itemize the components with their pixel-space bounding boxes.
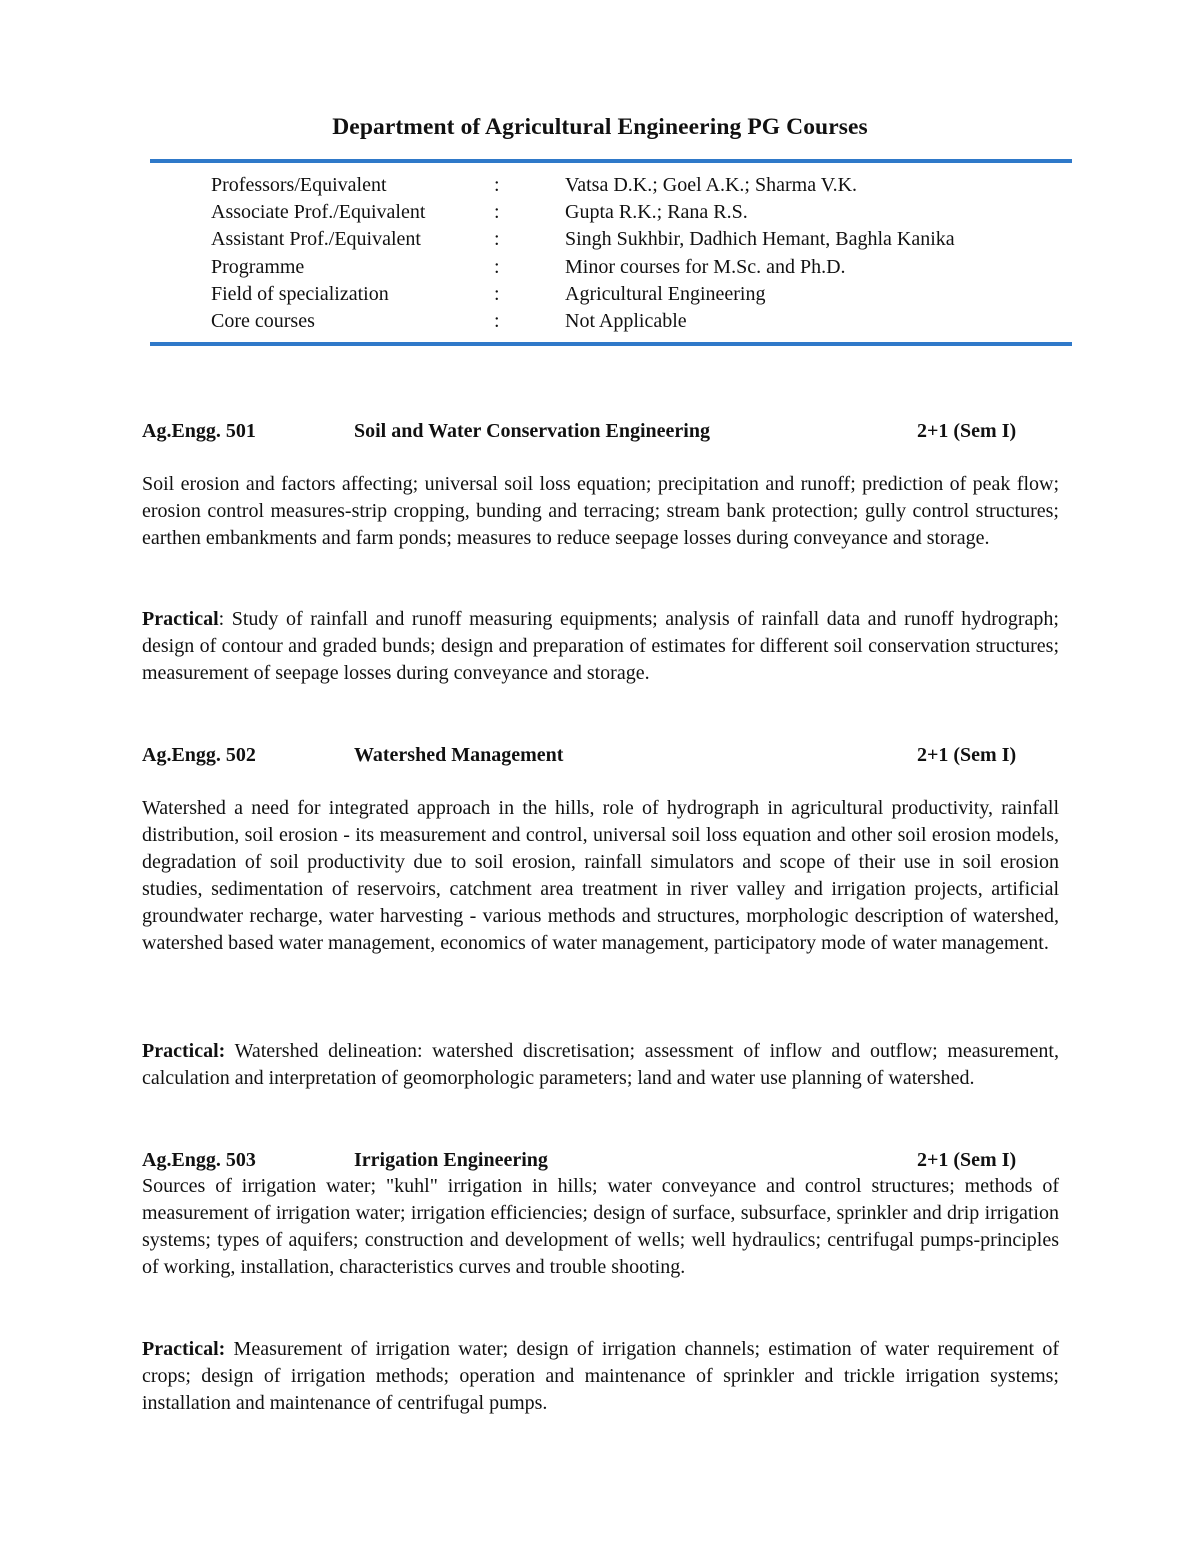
practical-label: Practical: <box>142 1338 226 1360</box>
course-credits: 2+1 (Sem I) <box>917 744 1017 766</box>
course-description-503: Sources of irrigation water; "kuhl" irrigation in hills; water conveyance and control structures; methods of measurement of irrigation water; irrigation efficiencies; design of surface, subsurface, sprinkler and drip irrigation systems; types of aquifers; construction and development of wells; well hydraulics; centrifugal pumps-principles of working, installation, characteristics curves and trouble shooting. <box>142 1175 1059 1279</box>
course-description-502: Watershed a need for integrated approach in the hills, role of hydrograph in agricultural productivity, rainfall distribution, soil erosion - its measurement and control, universal soil loss equation and other soil erosion models, degradation of soil productivity due to soil erosion, rainfall simulators and scope of their use in soil erosion studies, sedimentation of reservoirs, catchment area treatment in river valley and irrigation projects, artificial groundwater recharge, water harvesting - various methods and structures, morphologic description of watershed, watershed based water management, economics of water management, participatory mode of water management. <box>142 797 1059 955</box>
practical-separator: : <box>218 608 225 630</box>
faculty-label: Programme <box>211 255 305 278</box>
faculty-value: Agricultural Engineering <box>565 282 766 305</box>
course-heading-501 <box>142 417 1042 445</box>
faculty-colon: : <box>494 201 500 224</box>
practical-label: Practical <box>142 608 219 630</box>
practical-text: Watershed delineation: watershed discretisation; assessment of inflow and outflow; measurement, calculation and interpretation of geomorphologic parameters; land and water use planning of watershed. <box>142 1040 1059 1090</box>
course-title: Irrigation Engineering <box>354 1149 548 1171</box>
faculty-colon: : <box>494 309 500 332</box>
course-code: Ag.Engg. 502 <box>142 744 256 766</box>
course-code: Ag.Engg. 503 <box>142 1149 256 1171</box>
faculty-value: Not Applicable <box>565 309 687 332</box>
faculty-value: Singh Sukhbir, Dadhich Hemant, Baghla Kanika <box>565 228 955 251</box>
faculty-label: Assistant Prof./Equivalent <box>211 228 421 251</box>
faculty-value: Gupta R.K.; Rana R.S. <box>565 201 748 224</box>
course-description-501: Soil erosion and factors affecting; universal soil loss equation; precipitation and runoff; prediction of peak flow; erosion control measures-strip cropping, bunding and terracing; stream bank protection; gully control structures; earthen embankments and farm ponds; measures to reduce seepage losses during conveyance and storage. <box>142 473 1059 550</box>
course-heading-502 <box>142 741 1042 769</box>
faculty-colon: : <box>494 255 500 278</box>
faculty-label: Core courses <box>211 309 315 332</box>
faculty-row-professors <box>211 172 1071 199</box>
faculty-row-associate <box>211 199 1071 226</box>
page-title: Department of Agricultural Engineering PG Courses <box>332 114 868 140</box>
course-credits: 2+1 (Sem I) <box>917 420 1017 442</box>
course-practical-502 <box>142 1038 1059 1092</box>
faculty-colon: : <box>494 282 500 305</box>
course-code: Ag.Engg. 501 <box>142 420 256 442</box>
faculty-colon: : <box>494 228 500 251</box>
faculty-label: Field of specialization <box>211 282 389 305</box>
faculty-row-specialization <box>211 281 1071 308</box>
faculty-table <box>211 172 1071 335</box>
course-title: Watershed Management <box>354 744 564 766</box>
faculty-row-programme <box>211 254 1071 281</box>
faculty-label: Associate Prof./Equivalent <box>211 201 426 224</box>
faculty-colon: : <box>494 174 500 196</box>
course-heading-503 <box>142 1146 1042 1174</box>
course-title: Soil and Water Conservation Engineering <box>354 420 710 442</box>
course-practical-501 <box>142 606 1059 687</box>
faculty-label: Professors/Equivalent <box>211 174 387 196</box>
course-credits: 2+1 (Sem I) <box>917 1149 1017 1171</box>
practical-text: Study of rainfall and runoff measuring equipments; analysis of rainfall data and runoff hydrograph; design of contour and graded bunds; design and preparation of estimates for different soil conservation structures; measurement of seepage losses during conveyance and storage. <box>142 608 1059 685</box>
faculty-row-assistant <box>211 226 1071 253</box>
faculty-row-core-courses <box>211 308 1071 335</box>
faculty-value: Vatsa D.K.; Goel A.K.; Sharma V.K. <box>565 174 858 196</box>
faculty-value: Minor courses for M.Sc. and Ph.D. <box>565 255 846 278</box>
practical-text: Measurement of irrigation water; design of irrigation channels; estimation of water requirement of crops; design of irrigation methods; operation and maintenance of sprinkler and trickle irrigation systems; installation and maintenance of centrifugal pumps. <box>142 1338 1059 1415</box>
practical-label: Practical: <box>142 1040 226 1062</box>
header-rule-top <box>150 159 1072 163</box>
course-practical-503 <box>142 1336 1059 1417</box>
header-rule-bottom <box>150 342 1072 346</box>
